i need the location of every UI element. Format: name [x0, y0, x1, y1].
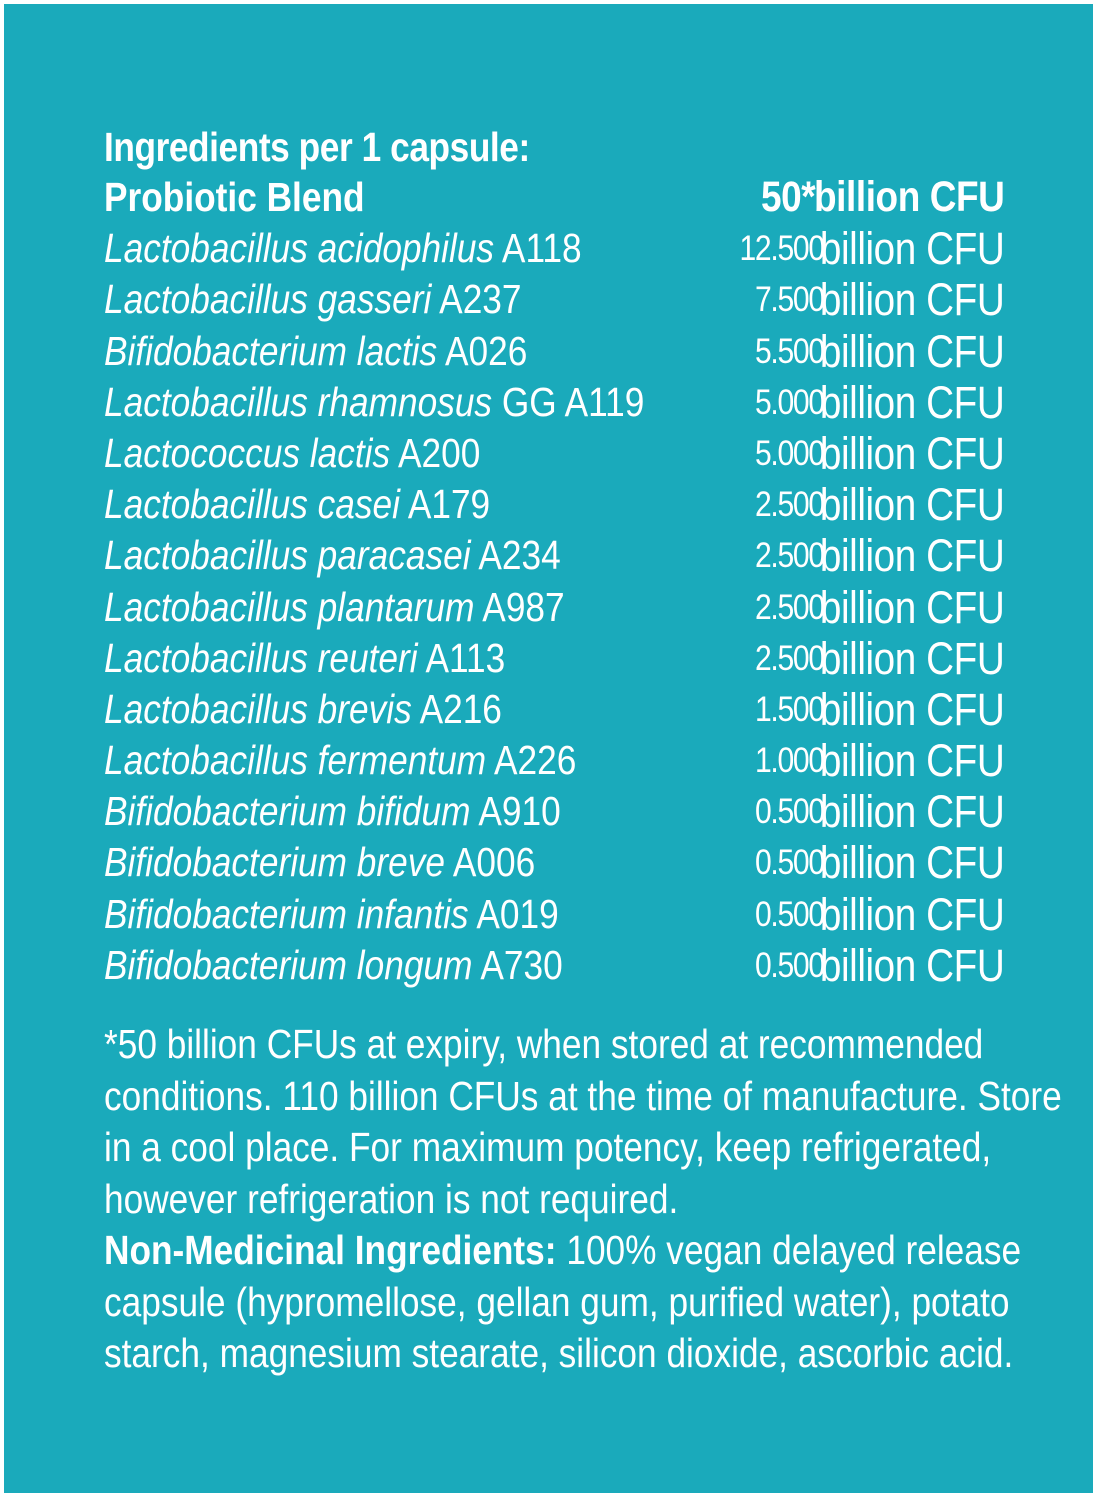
strain-name [104, 479, 490, 530]
strain-name [104, 582, 565, 633]
strain-row [104, 633, 1004, 684]
strain-row [104, 428, 1004, 479]
non-medicinal-first-line [104, 1225, 1022, 1277]
ingredients-content [104, 122, 1062, 1380]
strain-unit: billion CFU [819, 581, 1005, 633]
strain-amount: 0.500 [754, 792, 824, 832]
non-medicinal-text: 100% vegan delayed release [556, 1227, 1022, 1273]
strain-unit: billion CFU [819, 274, 1005, 326]
strain-species: Lactobacillus paracasei [104, 532, 471, 579]
strain-species: Lactobacillus brevis [104, 685, 412, 732]
non-medicinal-line: starch, magnesium stearate, silicon dioxide, ascorbic acid. [104, 1330, 1014, 1376]
strain-name [104, 530, 561, 581]
strain-row [104, 684, 1004, 735]
strain-code: A730 [480, 941, 563, 988]
strain-species: Bifidobacterium bifidum [104, 788, 471, 835]
strain-amount: 5.500 [754, 331, 824, 371]
non-medicinal-label: Non-Medicinal Ingredients: [104, 1227, 557, 1273]
strain-unit: billion CFU [819, 223, 1005, 275]
strain-code: A026 [445, 327, 528, 374]
strain-name [104, 633, 505, 684]
strain-row [104, 786, 1004, 837]
strain-name [104, 837, 535, 888]
strain-code: A987 [482, 583, 565, 630]
strain-name [104, 428, 480, 479]
strain-code: A179 [407, 481, 491, 528]
strain-name [104, 889, 559, 940]
strain-code: A237 [439, 276, 522, 323]
strain-name [104, 786, 561, 837]
footnote-line: in a cool place. For maximum potency, keep refrigerated, [104, 1124, 992, 1170]
blend-row [104, 172, 1004, 223]
strain-name [104, 274, 522, 325]
strain-species: Lactobacillus rhamnosus [104, 378, 493, 425]
strain-species: Bifidobacterium infantis [104, 890, 469, 937]
blend-unit: billion CFU [814, 173, 1005, 221]
strain-row [104, 326, 1004, 377]
strain-amount: 2.500 [754, 536, 824, 576]
strain-species: Bifidobacterium longum [104, 941, 473, 988]
strain-species: Lactobacillus fermentum [104, 737, 487, 784]
strain-name [104, 940, 563, 991]
non-medicinal-line: capsule (hypromellose, gellan gum, purified water), potato [104, 1278, 1010, 1325]
strain-code: A226 [494, 737, 577, 784]
strain-name [104, 326, 527, 377]
footnote-line: conditions. 110 billion CFUs at the time of manufacture. Store [104, 1072, 1062, 1119]
strain-name [104, 377, 644, 428]
strain-row [104, 479, 1004, 530]
strain-amount: 0.500 [754, 843, 824, 883]
strain-species: Lactobacillus acidophilus [104, 225, 495, 272]
blend-name: Probiotic Blend [104, 174, 365, 220]
strain-row [104, 582, 1004, 633]
strain-row [104, 837, 1004, 888]
strain-unit: billion CFU [819, 530, 1005, 582]
strain-row [104, 274, 1004, 325]
strain-amount: 0.500 [754, 945, 824, 985]
strain-row [104, 940, 1004, 991]
ingredients-heading: Ingredients per 1 capsule: [104, 124, 530, 170]
strain-unit: billion CFU [819, 427, 1005, 479]
strain-code: A234 [478, 532, 561, 579]
strain-name [104, 223, 582, 274]
strain-species: Lactobacillus reuteri [104, 634, 418, 681]
strain-unit: billion CFU [819, 479, 1005, 531]
strain-amount: 2.500 [754, 485, 824, 525]
strain-code: A216 [419, 685, 502, 732]
footnote-line: however refrigeration is not required. [104, 1175, 679, 1222]
strain-amount: 12.500 [739, 229, 824, 269]
strain-amount: 5.000 [754, 433, 824, 473]
strain-code: A113 [425, 634, 506, 681]
strain-code: A200 [397, 429, 481, 476]
strain-species: Lactobacillus gasseri [104, 276, 432, 323]
strain-row [104, 735, 1004, 786]
footnote [104, 1019, 1062, 1380]
strain-unit: billion CFU [819, 837, 1005, 889]
strain-code: A910 [478, 788, 561, 835]
strain-code: A019 [476, 890, 559, 937]
strain-species: Lactobacillus casei [104, 481, 400, 528]
strain-unit: billion CFU [819, 786, 1005, 838]
strain-species: Bifidobacterium lactis [104, 327, 438, 374]
strain-amount: 5.000 [754, 382, 824, 422]
strain-amount: 1.500 [754, 689, 824, 729]
strain-unit: billion CFU [819, 888, 1005, 940]
strain-row [104, 377, 1004, 428]
strain-unit: billion CFU [819, 735, 1005, 787]
strain-species: Bifidobacterium breve [104, 839, 446, 886]
strain-unit: billion CFU [819, 376, 1005, 428]
strain-name [104, 684, 502, 735]
strain-unit: billion CFU [819, 683, 1005, 735]
strain-code: A006 [452, 839, 536, 886]
footnote-line: *50 billion CFUs at expiry, when stored at recommended [104, 1021, 984, 1067]
strain-name [104, 735, 576, 786]
strain-species: Lactobacillus plantarum [104, 583, 475, 630]
strain-amount: 0.500 [754, 894, 824, 934]
strain-amount: 2.500 [754, 587, 824, 627]
strain-unit: billion CFU [819, 632, 1005, 684]
strain-row [104, 223, 1004, 274]
strain-list [104, 223, 1004, 991]
strain-row [104, 889, 1004, 940]
strain-amount: 2.500 [754, 638, 824, 678]
strain-unit: billion CFU [819, 939, 1005, 991]
strain-amount: 7.500 [754, 280, 824, 320]
strain-unit: billion CFU [819, 325, 1005, 377]
strain-amount: 1.000 [754, 741, 824, 781]
blend-amount: 50* [760, 173, 816, 221]
ingredients-panel [4, 4, 1093, 1493]
strain-code: A118 [501, 225, 582, 272]
strain-code: GG A119 [501, 378, 645, 425]
strain-species: Lactococcus lactis [104, 429, 391, 476]
strain-row [104, 530, 1004, 581]
